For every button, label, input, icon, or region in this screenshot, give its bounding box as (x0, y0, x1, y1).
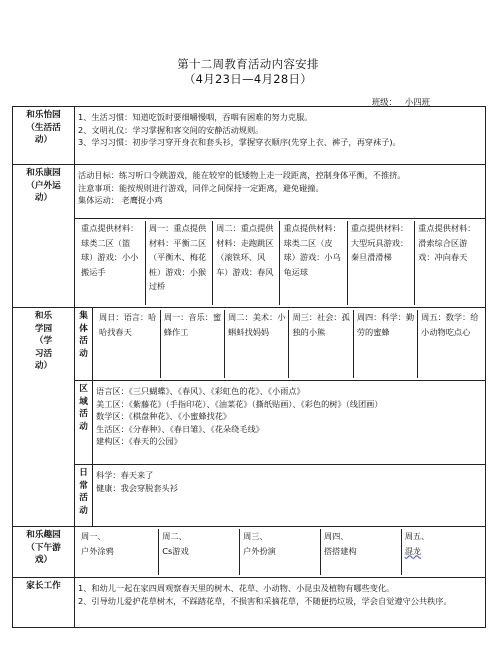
row-learning-area (13, 381, 486, 465)
area-line-2: 美工区：《紫藤花》（手指印花）、《油菜花》（撕纸贴画）、《彩色的树》（线团画） (96, 398, 383, 409)
outdoor-day-6: 重点提供材料：滑索综合区游戏：冲向春天 (418, 223, 476, 262)
row-parents-label: 家长工作 (13, 578, 75, 628)
schedule-table (12, 106, 486, 628)
outdoor-day-2: 周一：重点提供材料：平衡二区（平衡木、梅花桩）游戏：小猴过桥 (145, 221, 212, 305)
outdoor-line-2: 注意事项：能按规则进行游戏，同伴之间保持一定距离，避免碰撞。 (78, 182, 324, 193)
parents-line-1: 1、和幼儿一起在家四周观察春天里的树木、花草、小动物、小昆虫及植物有哪些变化。 (78, 583, 395, 593)
document-title: 第十二周教育活动内容安排 (177, 57, 319, 71)
garden-line-3: 3、学习习惯：初步学习穿开身衣和套头衫，掌握穿衣顺序(先穿上衣、裤子，再穿袜子)。 (78, 137, 401, 147)
class-name: 小四班 (404, 97, 430, 107)
group-day-2: 周一：音乐：蜜蜂作工 (160, 310, 224, 378)
garden-line-2: 2、文明礼仪：学习掌握和客交间的安静活动规则。 (78, 124, 264, 135)
garden-line-1: 1、生活习惯：知道吃饭时要细嚼慢咽，吞咽有困难的努力克服。 (78, 112, 313, 122)
outdoor-day-3: 周二：重点提供材料：走跑跳区（滚铁环、风车）游戏：春风 (213, 221, 280, 305)
afternoon-day-5: 周五、 混龙 (404, 531, 430, 556)
class-label: 班级： (371, 97, 397, 107)
area-activity-content (93, 381, 486, 465)
group-days-table (96, 310, 482, 378)
group-day-4: 周三：社会：孤独的小熊 (289, 310, 353, 378)
row-afternoon-label: 和乐趣园 （下午游 戏） (13, 527, 75, 578)
group-day-1: 周日：语言：哈哈找春天 (96, 310, 160, 378)
afternoon-days-table (78, 529, 482, 575)
group-day-6: 周五：数学：给小动物吃点心 (421, 312, 479, 337)
row-afternoon (13, 527, 486, 578)
row-outdoor (13, 165, 486, 219)
row-learning-label: 和乐 学园 （学 习活 动） (13, 308, 75, 527)
daily-activity-content (93, 465, 486, 527)
group-day-3: 周二：美术：小蝌蚪找妈妈 (225, 310, 289, 378)
area-line-3: 数学区：《棋盘种花》、《小蜜蜂找花》 (96, 411, 232, 421)
row-garden (13, 107, 486, 165)
afternoon-days (75, 527, 486, 578)
date-range: （4月23日—4月28日） (183, 72, 313, 86)
daily-line-2: 健康：我会穿脱套头衫 (96, 482, 178, 493)
group-activity-label: 集体活动 (75, 308, 93, 381)
area-line-5: 建构区：《春天的公园》 (96, 436, 182, 446)
parents-line-2: 2、引导幼儿爱护花草树木，不踩踏花草，不损害和采摘花草，不随便扔垃圾，学会自觉遵守公共秩序。 (78, 595, 452, 606)
area-line-4: 生活区：《分春种》、《春日雏》、《花朵绕毛线》 (96, 423, 264, 434)
outdoor-goals (75, 165, 486, 219)
outdoor-day-4: 重点提供材料：球类二区（皮球）游戏：小乌龟运球 (280, 221, 347, 305)
area-activity-label: 区域活动 (75, 381, 93, 465)
row-learning-group (13, 308, 486, 381)
row-outdoor-days (13, 219, 486, 308)
afternoon-day-3: 周三、 户外扮演 (240, 529, 321, 575)
outdoor-line-3: 集体运动： 老鹰捉小鸡 (78, 195, 163, 205)
outdoor-days-table (78, 221, 482, 305)
group-day-5: 周四：科学：勤劳的蜜蜂 (353, 310, 417, 378)
afternoon-day-2: 周二、 Cs游戏 (159, 529, 240, 575)
group-activity-days (93, 308, 486, 381)
outdoor-days (75, 219, 486, 308)
row-learning-daily (13, 465, 486, 527)
afternoon-day-4: 周四、 搭搭建构 (320, 529, 401, 575)
parents-content (75, 578, 486, 628)
afternoon-day-1: 周一、 户外涂鸦 (78, 529, 159, 575)
daily-line-1: 科学：春天来了 (96, 470, 154, 480)
outdoor-day-1: 重点提供材料：球类二区（篮球）游戏：小小搬运手 (78, 221, 145, 305)
daily-activity-label: 日常活动 (75, 465, 93, 527)
row-outdoor-label: 和乐康园 （户外运 动） (13, 165, 75, 308)
outdoor-day-5: 重点提供材料：大型玩具游戏：秦旦滑滑梯 (347, 221, 414, 305)
outdoor-line-1: 活动目标：练习听口令跳游戏，能在较窄的低矮物上走一段距离，控制身体平衡，不推挤。 (78, 170, 406, 180)
row-garden-label: 和乐怡园 （生活活 动） (13, 107, 75, 165)
area-line-1: 语言区：《三只蝴蝶》、《春风》、《彩虹色的花》、《小雨点》 (96, 386, 305, 396)
row-garden-content (75, 107, 486, 165)
row-parents (13, 578, 486, 628)
